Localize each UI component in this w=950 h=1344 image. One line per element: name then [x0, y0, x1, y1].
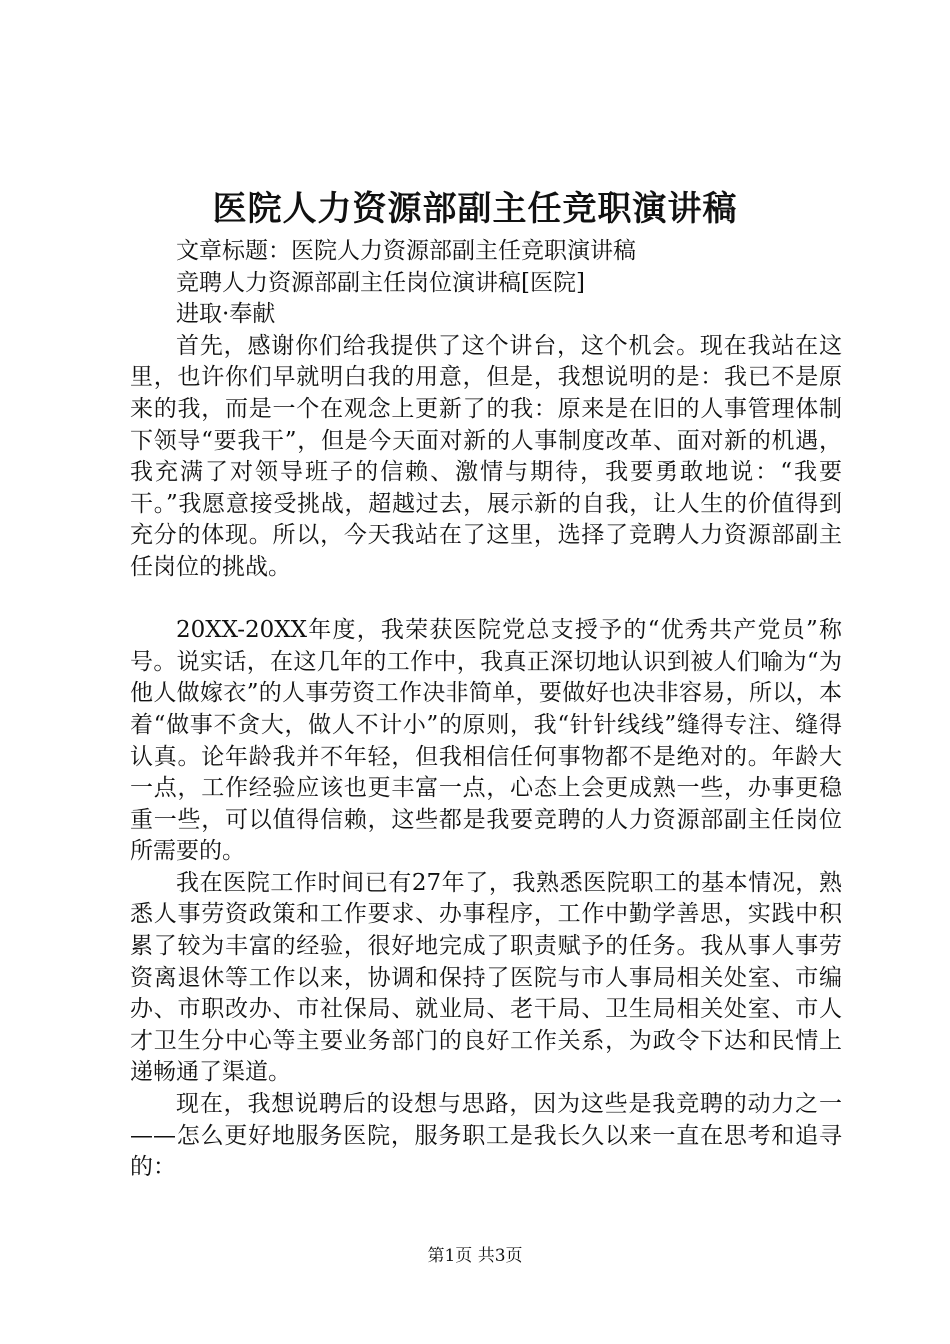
document-body — [130, 236, 842, 1184]
article-title-line: 文章标题：医院人力资源部副主任竞职演讲稿 — [176, 238, 636, 264]
paragraph-honors: 20XX-20XX年度，我荣获医院党总支授予的“优秀共产党员”称号。说实话，在这几年的工作中，我真正深切地认识到被人们喻为“为他人做嫁衣”的人事劳资工作决非简单，要做好也决非容易，所以，本着“做事不贪大，做人不计小”的原则，我“针针线线”缝得专注、缝得认真。论年龄我并不年轻，但我相信任何事物都不是绝对的。年龄大一点，工作经验应该也更丰富一点，心态上会更成熟一些，办事更稳重一些，可以值得信赖，这些都是我要竞聘的人力资源部副主任岗位所需要的。 — [130, 617, 842, 865]
subtitle-line: 竞聘人力资源部副主任岗位演讲稿[医院] — [176, 269, 585, 296]
motto-line: 进取·奉献 — [176, 301, 276, 328]
paragraph-experience: 我在医院工作时间已有27年了，我熟悉医院职工的基本情况，熟悉人事劳资政策和工作要求、办事程序，工作中勤学善思，实践中积累了较为丰富的经验，很好地完成了职责赋予的任务。我从事人事劳资离退休等工作以来，协调和保持了医院与市人事局相关处室、市编办、市职改办、市社保局、就业局、老干局、卫生局相关处室、市人才卫生分中心等主要业务部门的良好工作关系，为政令下达和民情上递畅通了渠道。 — [130, 869, 842, 1086]
paragraph-opening: 首先，感谢你们给我提供了这个讲台，这个机会。现在我站在这里，也许你们早就明白我的用意，但是，我想说明的是：我已不是原来的我，而是一个在观念上更新了的我：原来是在旧的人事管理体制下领导“要我干”，但是今天面对新的人事制度改革、面对新的机遇，我充满了对领导班子的信赖、激情与期待，我要勇敢地说：“我要干。”我愿意接受挑战，超越过去，展示新的自我，让人生的价值得到充分的体现。所以，今天我站在了这里，选择了竞聘人力资源部副主任岗位的挑战。 — [130, 332, 842, 580]
paragraph-plans: 现在，我想说聘后的设想与思路，因为这些是我竞聘的动力之一——怎么更好地服务医院，服务职工是我长久以来一直在思考和追寻的： — [130, 1091, 842, 1181]
page-number-footer: 第1页 共3页 — [427, 1246, 523, 1266]
document-title: 医院人力资源部副主任竞职演讲稿 — [212, 189, 738, 229]
